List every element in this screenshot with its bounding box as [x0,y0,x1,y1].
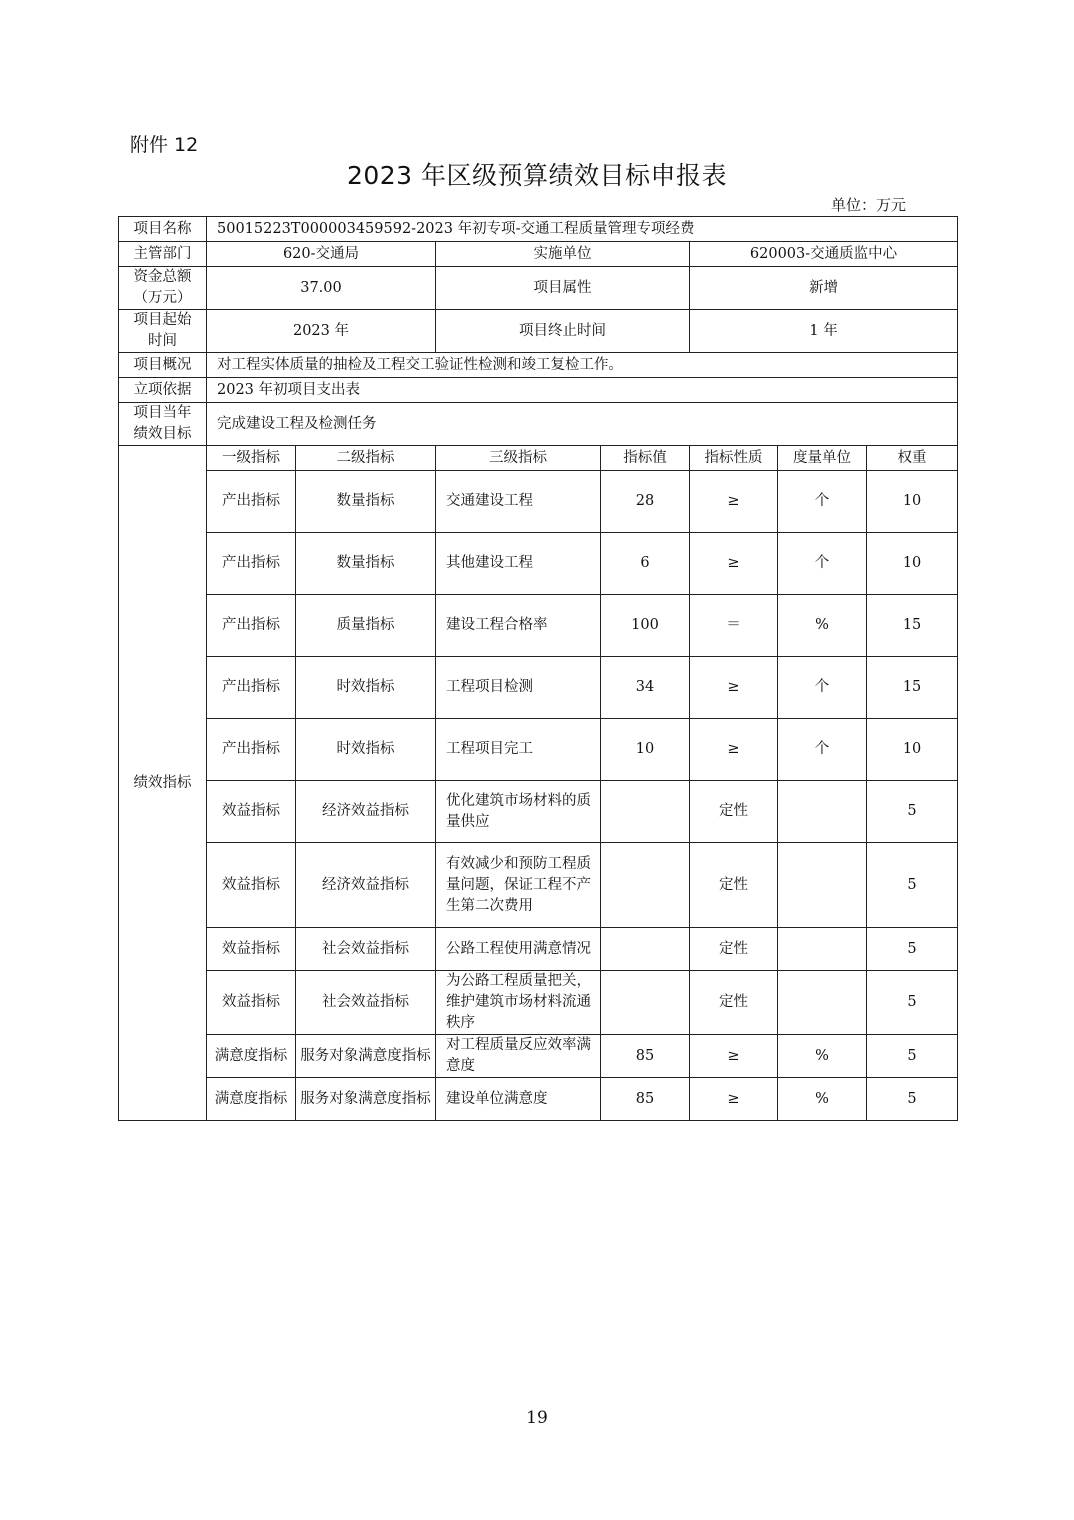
indicator-unit [778,781,867,843]
goal-label [119,403,207,446]
indicator-value [601,928,690,971]
indicator-weight: 5 [867,1078,958,1121]
indicator-level3: 公路工程使用满意情况 [436,928,601,971]
project-name-label: 项目名称 [119,217,207,242]
funds-label [119,267,207,310]
indicator-level3: 工程项目检测 [436,657,601,719]
table-row [119,719,958,781]
indicator-level1: 满意度指标 [207,1035,296,1078]
header-level2: 二级指标 [296,446,436,471]
header-unit: 度量单位 [778,446,867,471]
indicator-level1: 产出指标 [207,657,296,719]
table-row [119,1078,958,1121]
indicator-level2: 社会效益指标 [296,928,436,971]
indicator-unit [778,928,867,971]
basis-label: 立项依据 [119,378,207,403]
indicator-section-label: 绩效指标 [119,446,207,1121]
indicator-level2: 经济效益指标 [296,781,436,843]
indicator-value: 10 [601,719,690,781]
indicator-level1: 效益指标 [207,843,296,928]
indicator-level3: 优化建筑市场材料的质量供应 [436,781,601,843]
indicator-level2: 时效指标 [296,657,436,719]
indicator-level2: 时效指标 [296,719,436,781]
indicator-weight: 5 [867,1035,958,1078]
indicator-level3: 有效减少和预防工程质量问题，保证工程不产生第二次费用 [436,843,601,928]
impl-unit-label: 实施单位 [436,242,690,267]
indicator-nature: 定性 [690,781,778,843]
performance-target-table [118,216,958,1121]
table-row [119,1035,958,1078]
indicator-level2: 经济效益指标 [296,843,436,928]
indicator-level2: 服务对象满意度指标 [296,1078,436,1121]
funds-label-line1: 资金总额 [133,269,192,285]
table-row [119,657,958,719]
indicator-nature: ≥ [690,471,778,533]
indicator-unit: % [778,1035,867,1078]
funds-label-line2: （万元） [133,290,192,306]
page-number: 19 [526,1408,548,1428]
attr-label: 项目属性 [436,267,690,310]
indicator-unit [778,843,867,928]
indicator-level1: 满意度指标 [207,1078,296,1121]
indicator-value: 85 [601,1035,690,1078]
indicator-unit: 个 [778,533,867,595]
indicator-weight: 5 [867,971,958,1035]
indicator-level3: 其他建设工程 [436,533,601,595]
funds-value: 37.00 [207,267,436,310]
end-value: 1 年 [690,310,958,353]
impl-unit-value: 620003-交通质监中心 [690,242,958,267]
indicator-level3: 交通建设工程 [436,471,601,533]
goal-label-line2: 绩效目标 [133,426,192,442]
row-period [119,310,958,353]
indicator-header-row [119,446,958,471]
indicator-nature: 定性 [690,971,778,1035]
indicator-weight: 5 [867,843,958,928]
header-value: 指标值 [601,446,690,471]
indicator-value: 34 [601,657,690,719]
indicator-weight: 10 [867,533,958,595]
indicator-level2: 社会效益指标 [296,971,436,1035]
header-level1: 一级指标 [207,446,296,471]
start-value: 2023 年 [207,310,436,353]
indicator-value: 100 [601,595,690,657]
indicator-level3: 为公路工程质量把关，维护建筑市场材料流通秩序 [436,971,601,1035]
indicator-unit: 个 [778,719,867,781]
indicator-nature: ≥ [690,533,778,595]
row-project-name [119,217,958,242]
header-weight: 权重 [867,446,958,471]
indicator-weight: 10 [867,471,958,533]
indicator-level2: 数量指标 [296,533,436,595]
row-overview [119,353,958,378]
indicator-level2: 服务对象满意度指标 [296,1035,436,1078]
indicator-level3: 建设单位满意度 [436,1078,601,1121]
table-row [119,928,958,971]
row-department [119,242,958,267]
dept-value: 620-交通局 [207,242,436,267]
indicator-nature: 定性 [690,843,778,928]
row-goal [119,403,958,446]
indicator-nature: 定性 [690,928,778,971]
goal-label-line1: 项目当年 [133,405,192,421]
indicator-level1: 产出指标 [207,533,296,595]
row-funds [119,267,958,310]
goal-value: 完成建设工程及检测任务 [207,403,958,446]
start-label-line2: 时间 [148,333,177,349]
indicator-value: 85 [601,1078,690,1121]
indicator-value [601,781,690,843]
indicator-weight: 15 [867,657,958,719]
indicator-unit [778,971,867,1035]
indicator-value: 6 [601,533,690,595]
indicator-level2: 质量指标 [296,595,436,657]
indicator-unit: % [778,595,867,657]
header-level3: 三级指标 [436,446,601,471]
indicator-value [601,971,690,1035]
indicator-value: 28 [601,471,690,533]
indicator-unit: % [778,1078,867,1121]
end-label: 项目终止时间 [436,310,690,353]
header-nature: 指标性质 [690,446,778,471]
indicator-value [601,843,690,928]
indicator-nature: ≥ [690,719,778,781]
table-row [119,843,958,928]
indicator-nature: ≥ [690,657,778,719]
indicator-level1: 效益指标 [207,928,296,971]
indicator-level1: 产出指标 [207,719,296,781]
indicator-weight: 15 [867,595,958,657]
dept-label: 主管部门 [119,242,207,267]
table-row [119,595,958,657]
indicator-level1: 效益指标 [207,781,296,843]
table-row [119,471,958,533]
indicator-level2: 数量指标 [296,471,436,533]
indicator-weight: 5 [867,781,958,843]
indicator-level3: 工程项目完工 [436,719,601,781]
table-row [119,533,958,595]
page-title: 2023 年区级预算绩效目标申报表 [346,161,728,190]
row-basis [119,378,958,403]
indicator-level3: 对工程质量反应效率满意度 [436,1035,601,1078]
indicator-level1: 产出指标 [207,471,296,533]
indicator-unit: 个 [778,471,867,533]
indicator-nature: ≥ [690,1078,778,1121]
indicator-weight: 5 [867,928,958,971]
start-label [119,310,207,353]
start-label-line1: 项目起始 [133,312,192,328]
attachment-label: 附件 12 [130,134,199,156]
unit-label: 单位：万元 [830,196,906,214]
overview-value: 对工程实体质量的抽检及工程交工验证性检测和竣工复检工作。 [207,353,958,378]
indicator-level3: 建设工程合格率 [436,595,601,657]
indicator-level1: 效益指标 [207,971,296,1035]
overview-label: 项目概况 [119,353,207,378]
basis-value: 2023 年初项目支出表 [207,378,958,403]
indicator-nature: ≥ [690,1035,778,1078]
project-name-value: 50015223T000003459592-2023 年初专项-交通工程质量管理专项经费 [207,217,958,242]
indicator-weight: 10 [867,719,958,781]
indicator-unit: 个 [778,657,867,719]
table-row [119,781,958,843]
attr-value: 新增 [690,267,958,310]
indicator-level1: 产出指标 [207,595,296,657]
table-row [119,971,958,1035]
indicator-nature: ＝ [690,595,778,657]
